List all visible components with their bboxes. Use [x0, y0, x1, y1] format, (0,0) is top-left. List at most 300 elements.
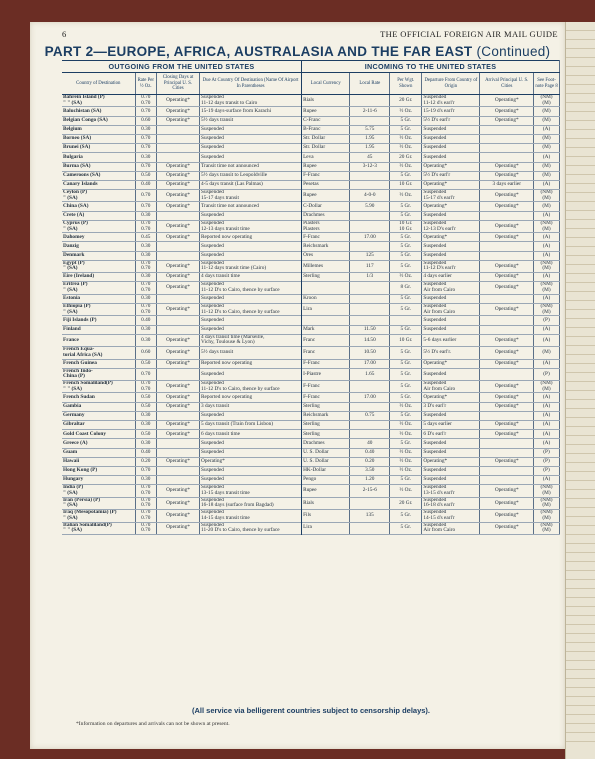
cell-local-rate: [350, 476, 390, 485]
cell-currency: [302, 359, 350, 368]
cell-footnote-line1: (M): [542, 144, 551, 151]
col-rate: Rate Per ½ Oz.: [135, 73, 156, 95]
cell-footnote: [534, 393, 560, 402]
cell-weight-line1: ½ Oz.: [399, 191, 413, 198]
cell-closing: [157, 220, 200, 232]
cell-currency: [302, 294, 350, 303]
cell-departure-line1: Suspended: [423, 522, 447, 528]
cell-currency-line1: Ores: [303, 251, 314, 258]
cell-currency-line1: Lira: [303, 524, 312, 531]
cell-country: [62, 144, 135, 153]
cell-local-rate: [350, 347, 390, 359]
cell-arrival: [480, 251, 534, 260]
cell-due-line2: 11-12 D's to Cairo, thence by surface: [201, 385, 280, 392]
cell-due: [200, 402, 302, 411]
cell-weight: [390, 510, 422, 522]
cell-rate-line2: 0.70: [141, 225, 151, 232]
cell-footnote-line2: (M): [542, 527, 551, 534]
cell-closing-line2: Operating*: [166, 96, 190, 103]
cell-rate-line2: 0.70: [141, 99, 151, 106]
cell-currency: [302, 220, 350, 232]
cell-currency-line1: Rupee: [303, 162, 317, 169]
cell-weight: [390, 294, 422, 303]
cell-closing: [157, 153, 200, 162]
cell-departure: [422, 211, 480, 220]
footnote: *Information on departures and arrivals can not be shown at present.: [76, 721, 230, 727]
col-departure: Departure From Country of Origin: [422, 73, 480, 95]
cell-country-line1: Bahrein Island (P): [63, 94, 105, 101]
cell-country-line1: Finland: [63, 325, 81, 332]
cell-departure-line2: Air from Cairo: [423, 308, 456, 315]
cell-arrival: [480, 211, 534, 220]
cell-departure: [422, 144, 480, 153]
cell-arrival-line2: Operating*: [494, 512, 519, 519]
cell-local-rate: [350, 153, 390, 162]
table-row: [62, 457, 560, 466]
cell-country: [62, 439, 135, 448]
cell-arrival-line2: Operating*: [494, 222, 519, 229]
cell-country: [62, 190, 135, 202]
cell-departure: [422, 325, 480, 334]
cell-rate-line1: 0.70: [141, 260, 151, 266]
cell-currency-line1: Str. Dollar: [303, 135, 326, 142]
cell-rate-line1: 0.40: [141, 448, 151, 455]
cell-departure: [422, 359, 480, 368]
table-row: [62, 134, 560, 143]
cell-rate: [135, 421, 156, 430]
cell-arrival-line1: Operating*: [494, 162, 519, 169]
cell-rate: [135, 411, 156, 420]
cell-footnote: [534, 144, 560, 153]
cell-country-line1: Iran (Persia) (P): [63, 497, 101, 503]
cell-due-line2: Vichy, Toulouse & Lyon): [201, 339, 255, 346]
cell-country-line1: Gibraltar: [63, 421, 85, 428]
cell-rate-line2: 0.70: [141, 514, 151, 521]
cell-weight-line1: ½ Oz.: [399, 430, 413, 437]
cell-country: [62, 381, 135, 393]
cell-country: [62, 162, 135, 171]
cell-local-rate-line1: 125: [365, 251, 374, 258]
cell-rate-line1: 0.60: [141, 349, 151, 355]
cell-due-line2: 13-15 days transit time: [201, 490, 250, 497]
cell-country-line2: " (SA): [63, 225, 78, 232]
cell-currency-line1: HK-Dollar: [303, 467, 327, 474]
cell-country: [62, 95, 135, 107]
cell-due-line2: 11-12 D's to Cairo, thence by surface: [201, 287, 280, 294]
cell-departure: [422, 303, 480, 315]
cell-weight-line1: 5 Gr.: [400, 439, 412, 446]
cell-country: [62, 171, 135, 180]
cell-local-rate-line1: 45: [367, 153, 373, 160]
cell-arrival: [480, 134, 534, 143]
cell-local-rate: [350, 95, 390, 107]
cell-departure-line1: Operating*: [423, 458, 448, 465]
cell-local-rate-line1: 2-11-6: [362, 107, 377, 114]
cell-currency: [302, 522, 350, 534]
cell-due-line1: 5 days transit (Train from Lisbon): [201, 421, 274, 428]
cell-footnote: [534, 448, 560, 457]
incoming-section-header: INCOMING TO THE UNITED STATES: [302, 61, 560, 73]
cell-currency-line1: U. S. Dollar: [303, 448, 329, 455]
cell-weight: [390, 116, 422, 125]
cell-rate: [135, 510, 156, 522]
cell-due: [200, 116, 302, 125]
cell-due: [200, 125, 302, 134]
cell-local-rate-line1: 17.00: [363, 233, 376, 240]
cell-weight: [390, 316, 422, 325]
cell-rate-line1: 0.50: [141, 430, 151, 437]
cell-departure-line2: 14-15 d's earl'r: [423, 514, 455, 521]
cell-country: [62, 476, 135, 485]
cell-closing: [157, 411, 200, 420]
cell-departure-line1: 4 days earlier: [423, 273, 452, 280]
cell-due: [200, 95, 302, 107]
cell-weight: [390, 107, 422, 116]
cell-arrival: [480, 180, 534, 189]
cell-currency-line2: Piasters: [303, 225, 320, 232]
cell-local-rate-line1: 135: [365, 512, 374, 519]
cell-due: [200, 153, 302, 162]
cell-country: [62, 125, 135, 134]
cell-due-line2: 15-17 days transit: [201, 194, 239, 201]
cell-arrival-line1: Operating*: [494, 458, 519, 465]
cell-closing: [157, 180, 200, 189]
cell-due-line1: Suspended: [201, 497, 224, 503]
cell-closing: [157, 233, 200, 242]
cell-arrival-line1: Operating*: [494, 336, 519, 343]
cell-weight-line1: 5 Gr.: [400, 524, 412, 531]
cell-weight: [390, 162, 422, 171]
cell-departure-line1: Suspended: [423, 412, 447, 419]
next-page-edge: [565, 22, 595, 759]
cell-country: [62, 522, 135, 534]
cell-due: [200, 334, 302, 346]
cell-departure-line2: 12-13 D's earl'r: [423, 225, 456, 232]
table-row: [62, 211, 560, 220]
cell-local-rate: [350, 466, 390, 475]
cell-weight: [390, 180, 422, 189]
cell-arrival-line1: Operating*: [494, 349, 519, 355]
cell-footnote: [534, 134, 560, 143]
cell-footnote-line1: (A): [542, 273, 551, 280]
cell-country: [62, 430, 135, 439]
cell-footnote: [534, 430, 560, 439]
cell-rate-line1: 0.30: [141, 242, 151, 249]
cell-arrival: [480, 242, 534, 251]
cell-country: [62, 334, 135, 346]
cell-due: [200, 242, 302, 251]
cell-country: [62, 421, 135, 430]
cell-local-rate: [350, 273, 390, 282]
cell-country: [62, 457, 135, 466]
cell-arrival: [480, 294, 534, 303]
cell-country: [62, 485, 135, 497]
cell-footnote: [534, 190, 560, 202]
cell-arrival: [480, 202, 534, 211]
cell-currency: [302, 368, 350, 380]
cell-departure-line1: 5½ D's earl'r.: [423, 349, 452, 355]
cell-footnote: [534, 439, 560, 448]
table-row: [62, 439, 560, 448]
cell-rate: [135, 316, 156, 325]
cell-country: [62, 497, 135, 509]
cell-currency: [302, 439, 350, 448]
cell-country-line1: French Equa-: [63, 346, 95, 353]
cell-rate: [135, 125, 156, 134]
cell-departure-line2: 16-18 d's earl'r: [423, 502, 455, 509]
cell-currency-line1: B-Franc: [303, 126, 321, 133]
cell-due-line2: 14-15 days transit time: [201, 514, 250, 521]
cell-due-line2: 16-18 days (surface from Bagdad): [201, 502, 274, 509]
cell-currency: [302, 95, 350, 107]
cell-arrival-line2: Operating*: [494, 191, 519, 198]
cell-footnote: [534, 316, 560, 325]
cell-due-line1: 15-19 days-surface from Karachi: [201, 107, 272, 114]
cell-country-line1: Eritrea (P): [63, 281, 88, 288]
cell-departure-line1: Suspended: [423, 260, 447, 266]
cell-footnote: [534, 347, 560, 359]
cell-currency: [302, 171, 350, 180]
cell-arrival-line2: Operating*: [494, 382, 519, 389]
cell-due: [200, 282, 302, 294]
cell-due-line1: 4-5 days transit (Las Palmas): [201, 181, 263, 188]
censorship-note: (All service via belligerent countries subject to censorship delays).: [192, 706, 430, 715]
cell-local-rate: [350, 260, 390, 272]
cell-currency-line1: Franc: [303, 336, 316, 343]
cell-footnote-line2: (M): [542, 225, 551, 232]
cell-due-line1: Reported now operating: [201, 359, 253, 366]
cell-departure: [422, 273, 480, 282]
cell-currency-line1: Drachmes: [303, 211, 325, 218]
cell-weight-line1: 5 Gr.: [400, 382, 412, 389]
cell-currency: [302, 242, 350, 251]
cell-due-line1: Suspended: [201, 522, 224, 528]
cell-country-line2: China (P): [63, 373, 85, 380]
cell-rate: [135, 242, 156, 251]
cell-footnote: [534, 282, 560, 294]
cell-closing: [157, 476, 200, 485]
cell-country-line1: Gambia: [63, 402, 82, 409]
cell-departure-line2: 11-12 D's earl'r: [423, 265, 456, 272]
cell-rate: [135, 107, 156, 116]
cell-local-rate: [350, 510, 390, 522]
cell-weight-line1: 5 Gr.: [400, 359, 412, 366]
cell-weight: [390, 273, 422, 282]
cell-rate-line1: 0.50: [141, 402, 151, 409]
cell-arrival: [480, 393, 534, 402]
cell-weight: [390, 368, 422, 380]
cell-closing: [157, 393, 200, 402]
cell-weight-line1: ½ Oz.: [399, 402, 413, 409]
cell-footnote: [534, 162, 560, 171]
cell-rate: [135, 347, 156, 359]
cell-footnote-line1: (P): [543, 467, 550, 474]
cell-closing: [157, 202, 200, 211]
cell-rate-line2: 0.70: [141, 287, 151, 294]
cell-departure: [422, 242, 480, 251]
cell-due: [200, 510, 302, 522]
cell-weight: [390, 411, 422, 420]
cell-due-line1: Suspended: [201, 509, 224, 516]
cell-departure: [422, 153, 480, 162]
cell-due-line1: Suspended: [201, 189, 224, 196]
cell-rate-line1: 0.40: [141, 181, 151, 188]
cell-due-line1: Suspended: [201, 380, 224, 387]
cell-departure-line1: Suspended: [423, 484, 447, 491]
cell-rate-line1: 0.70: [141, 303, 151, 310]
col-local-rate: Local Rate: [350, 73, 390, 95]
cell-weight-line1: 5 Gr.: [400, 325, 412, 332]
cell-departure-line1: Suspended: [423, 135, 447, 142]
table-row: [62, 522, 560, 534]
cell-closing-line1: Operating*: [166, 349, 190, 355]
cell-weight-line1: 5 Gr.: [400, 172, 412, 178]
cell-footnote: [534, 251, 560, 260]
cell-departure: [422, 260, 480, 272]
cell-due: [200, 134, 302, 143]
cell-weight-line1: 5 Gr.: [400, 305, 412, 312]
cell-closing: [157, 171, 200, 180]
cell-currency-line1: U. S. Dollar: [303, 458, 329, 465]
cell-arrival: [480, 116, 534, 125]
cell-closing: [157, 485, 200, 497]
cell-currency-line1: Str. Dollar: [303, 144, 326, 151]
cell-arrival-line1: Operating*: [494, 359, 519, 366]
cell-currency-line1: Reichsmark: [303, 412, 329, 419]
cell-country: [62, 303, 135, 315]
cell-arrival: [480, 476, 534, 485]
cell-currency: [302, 347, 350, 359]
table-row: [62, 393, 560, 402]
cell-arrival: [480, 359, 534, 368]
cell-footnote-line1: (A): [542, 412, 551, 419]
cell-footnote: [534, 457, 560, 466]
cell-currency: [302, 448, 350, 457]
cell-footnote-line1: (A): [542, 439, 551, 446]
cell-country-line1: Eire (Ireland): [63, 273, 95, 280]
cell-rate: [135, 153, 156, 162]
cell-closing: [157, 95, 200, 107]
cell-rate: [135, 334, 156, 346]
cell-due-line2: 11-12 days transit to Cairo: [201, 99, 258, 106]
cell-departure-line1: Suspended: [423, 439, 447, 446]
table-row: [62, 162, 560, 171]
cell-departure: [422, 251, 480, 260]
cell-footnote-line2: (M): [542, 308, 551, 315]
cell-footnote-line1: (A): [542, 211, 551, 218]
cell-rate: [135, 466, 156, 475]
cell-rate: [135, 522, 156, 534]
cell-country-line1: Canary Islands: [63, 181, 98, 188]
cell-local-rate: [350, 334, 390, 346]
cell-footnote-line1: (A): [542, 295, 551, 302]
cell-departure: [422, 282, 480, 294]
cell-rate-line1: 0.30: [141, 476, 151, 483]
cell-currency: [302, 273, 350, 282]
cell-local-rate: [350, 125, 390, 134]
cell-country-line1: China (SA): [63, 202, 89, 209]
cell-currency: [302, 411, 350, 420]
cell-departure: [422, 510, 480, 522]
table-row: [62, 220, 560, 232]
outgoing-section-header: OUTGOING FROM THE UNITED STATES: [62, 61, 302, 73]
cell-due: [200, 430, 302, 439]
cell-footnote: [534, 359, 560, 368]
cell-footnote: [534, 95, 560, 107]
cell-footnote-line2: (M): [542, 502, 551, 509]
cell-footnote-line1: (A): [542, 421, 551, 428]
cell-departure: [422, 294, 480, 303]
cell-due: [200, 457, 302, 466]
cell-footnote-line2: (M): [542, 265, 551, 272]
cell-currency-line1: Sterling: [303, 430, 320, 437]
cell-local-rate: [350, 457, 390, 466]
cell-footnote: [534, 180, 560, 189]
cell-departure-line2: Air from Cairo: [423, 385, 456, 392]
cell-due: [200, 448, 302, 457]
cell-currency-line1: Sterling: [303, 402, 320, 409]
cell-country: [62, 393, 135, 402]
cell-rate-line1: 0.70: [141, 467, 151, 474]
cell-weight-line1: 5 Gr.: [400, 295, 412, 302]
table-row: [62, 125, 560, 134]
cell-departure: [422, 347, 480, 359]
cell-currency: [302, 190, 350, 202]
cell-footnote-line1: (M): [542, 116, 551, 123]
cell-currency-line1: Piasters: [303, 220, 320, 226]
cell-weight-line1: ½ Oz.: [399, 107, 413, 114]
cell-currency-line1: Sterling: [303, 421, 320, 428]
cell-currency: [302, 303, 350, 315]
cell-departure: [422, 522, 480, 534]
cell-arrival-line1: Operating*: [494, 116, 519, 123]
cell-country-line1: Belgium: [63, 126, 82, 133]
cell-country-line1: Hawaii: [63, 458, 80, 465]
cell-departure: [422, 430, 480, 439]
cell-rate: [135, 220, 156, 232]
cell-rate-line2: 0.70: [141, 490, 151, 497]
cell-arrival: [480, 325, 534, 334]
table-row: [62, 171, 560, 180]
cell-rate: [135, 260, 156, 272]
cell-country-line2: " " (SA): [63, 527, 82, 534]
cell-weight-line1: 5 Gr.: [400, 251, 412, 258]
cell-due: [200, 107, 302, 116]
cell-footnote-line1: (M): [542, 162, 551, 169]
cell-local-rate: [350, 242, 390, 251]
cell-footnote: [534, 381, 560, 393]
cell-closing: [157, 439, 200, 448]
cell-departure-line1: Suspended: [423, 220, 447, 226]
cell-rate-line1: 0.30: [141, 251, 151, 258]
cell-country-line1: Egypt (P): [63, 260, 85, 266]
table-row: [62, 153, 560, 162]
cell-arrival-line1: Operating*: [494, 233, 519, 240]
cell-country-line1: Danzig: [63, 242, 79, 249]
cell-footnote: [534, 171, 560, 180]
cell-arrival-line1: Operating*: [494, 202, 519, 209]
cell-due-line1: Suspended: [201, 281, 224, 288]
cell-departure-line2: Air from Cairo: [423, 527, 456, 534]
cell-footnote: [534, 211, 560, 220]
cell-local-rate: [350, 381, 390, 393]
cell-footnote-line1: (NM): [540, 484, 553, 491]
cell-weight-line1: 5 Gr.: [400, 211, 412, 218]
cell-local-rate: [350, 368, 390, 380]
cell-local-rate: [350, 393, 390, 402]
cell-local-rate-line1: 0.20: [365, 458, 375, 465]
cell-due-line1: 5½ days transit: [201, 116, 234, 123]
